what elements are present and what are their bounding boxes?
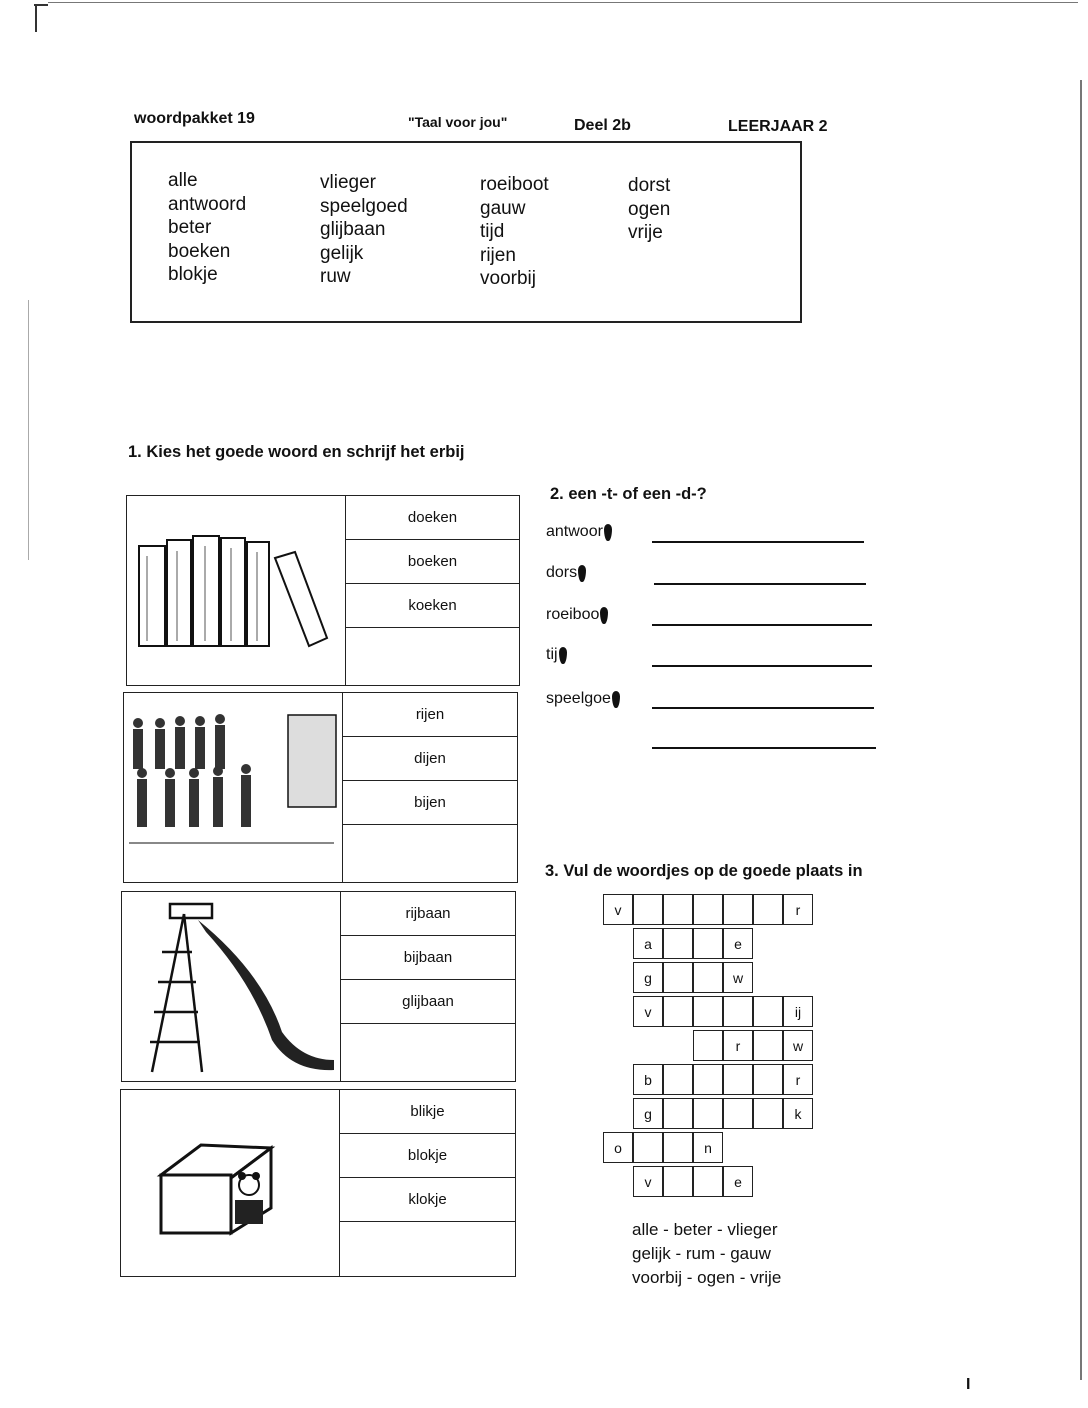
- crossword-cell[interactable]: g: [633, 1098, 663, 1129]
- crossword-cell[interactable]: [633, 894, 663, 925]
- word: roeiboot: [480, 174, 549, 195]
- word-list-line: gelijk - rum - gauw: [632, 1244, 771, 1263]
- crossword-cell[interactable]: e: [723, 1166, 753, 1197]
- word: tijd: [480, 221, 505, 242]
- crossword-cell[interactable]: [723, 1098, 753, 1129]
- word: voorbij: [480, 268, 536, 289]
- children-in-rows-picture: [124, 693, 343, 882]
- crossword-cell[interactable]: [753, 1098, 783, 1129]
- crossword-cell[interactable]: r: [783, 1064, 813, 1095]
- word: glijbaan: [320, 219, 386, 240]
- word: vlieger: [320, 172, 376, 193]
- option-word[interactable]: klokje: [340, 1178, 515, 1222]
- crossword-cell[interactable]: [693, 928, 723, 959]
- blot-icon: [600, 607, 608, 624]
- option-word[interactable]: rijbaan: [341, 892, 515, 936]
- exercise-1-item: [121, 891, 516, 1082]
- word-list-line: alle - beter - vlieger: [632, 1220, 778, 1239]
- answer-line[interactable]: [652, 747, 876, 749]
- option-word[interactable]: doeken: [346, 496, 519, 540]
- word: ogen: [628, 198, 671, 220]
- crossword-cell[interactable]: [753, 996, 783, 1027]
- crossword-cell[interactable]: [693, 1166, 723, 1197]
- crossword-cell[interactable]: [663, 1098, 693, 1129]
- toy-block-picture: [121, 1090, 340, 1276]
- blot-icon: [559, 647, 567, 664]
- word: gelijk: [320, 242, 364, 264]
- blot-icon: [604, 524, 612, 541]
- answer-line[interactable]: [652, 707, 874, 709]
- books-picture: [127, 496, 346, 685]
- answer-line[interactable]: [652, 624, 872, 626]
- page-mark: I: [966, 1376, 971, 1393]
- crossword-cell[interactable]: [663, 1064, 693, 1095]
- crossword-cell[interactable]: o: [603, 1132, 633, 1163]
- crossword-cell[interactable]: b: [633, 1064, 663, 1095]
- exercise-1-item: [120, 1089, 516, 1277]
- grade-label: LEERJAAR 2: [728, 118, 828, 135]
- scan-edge-mark: [34, 4, 48, 6]
- option-word[interactable]: koeken: [346, 584, 519, 628]
- children-icon: [124, 693, 342, 882]
- fill-word-row: [546, 564, 586, 582]
- word-column-2: [320, 171, 408, 289]
- answer-options: [346, 496, 519, 685]
- crossword-cell[interactable]: k: [783, 1098, 813, 1129]
- word-stem: dors: [546, 564, 578, 581]
- word: gauw: [480, 197, 526, 219]
- word: boeken: [168, 240, 231, 262]
- answer-line[interactable]: [652, 541, 864, 543]
- word-list-box: [130, 141, 802, 323]
- word-stem: antwoor: [546, 523, 603, 540]
- crossword-cell[interactable]: [693, 962, 723, 993]
- word: blokje: [168, 264, 218, 285]
- crossword-cell[interactable]: v: [633, 1166, 663, 1197]
- crossword-cell[interactable]: [633, 1132, 663, 1163]
- crossword-cell[interactable]: w: [783, 1030, 813, 1061]
- word-stem: tij: [546, 646, 558, 663]
- exercise-1-title: 1. Kies het goede woord en schrijf het erbij: [128, 443, 465, 461]
- scan-edge-mark: [35, 4, 37, 32]
- scan-edge-line: [28, 300, 29, 560]
- word: alle: [168, 170, 198, 191]
- option-word[interactable]: blikje: [340, 1090, 515, 1134]
- exercise-3-title: 3. Vul de woordjes op de goede plaats in: [545, 862, 863, 880]
- answer-line[interactable]: [654, 583, 866, 585]
- answer-line[interactable]: [652, 665, 872, 667]
- word: antwoord: [168, 193, 247, 215]
- option-word[interactable]: dijen: [343, 737, 517, 781]
- crossword-cell[interactable]: [663, 962, 693, 993]
- option-word[interactable]: blokje: [340, 1134, 515, 1178]
- answer-field[interactable]: [343, 825, 517, 869]
- exercise-1-item: [126, 495, 520, 686]
- crossword-cell[interactable]: [723, 894, 753, 925]
- crossword-cell[interactable]: [663, 1132, 693, 1163]
- fill-word-row: [546, 690, 620, 708]
- crossword-cell[interactable]: w: [723, 962, 753, 993]
- crossword-cell[interactable]: [693, 996, 723, 1027]
- crossword-cell[interactable]: v: [603, 894, 633, 925]
- crossword-cell[interactable]: v: [633, 996, 663, 1027]
- crossword-cell[interactable]: r: [723, 1030, 753, 1061]
- fill-word-row: [546, 523, 612, 541]
- option-word[interactable]: rijen: [343, 693, 517, 737]
- word: vrije: [628, 222, 663, 243]
- crossword-cell[interactable]: [693, 1064, 723, 1095]
- crossword-cell[interactable]: e: [723, 928, 753, 959]
- word-list-line: voorbij - ogen - vrije: [632, 1268, 782, 1287]
- answer-field[interactable]: [340, 1222, 515, 1266]
- exercise-1-item: [123, 692, 518, 883]
- crossword-cell[interactable]: ij: [783, 996, 813, 1027]
- word: rijen: [480, 244, 516, 266]
- crossword-cell[interactable]: [753, 1064, 783, 1095]
- word-column-4: [628, 174, 670, 245]
- crossword-cell[interactable]: a: [633, 928, 663, 959]
- books-icon: [127, 496, 345, 685]
- slide-picture: [122, 892, 341, 1081]
- crossword-cell[interactable]: [753, 1030, 783, 1061]
- book-title: "Taal voor jou": [408, 114, 508, 130]
- word: beter: [168, 217, 212, 238]
- exercise-2-title: 2. een -t- of een -d-?: [550, 485, 707, 503]
- crossword-cell[interactable]: g: [633, 962, 663, 993]
- part-label: Deel 2b: [574, 117, 631, 134]
- word-stem: roeiboo: [546, 606, 600, 623]
- answer-field[interactable]: [341, 1024, 515, 1068]
- crossword-cell[interactable]: r: [783, 894, 813, 925]
- blot-icon: [612, 691, 620, 708]
- slide-icon: [122, 892, 340, 1081]
- crossword-cell[interactable]: [693, 894, 723, 925]
- toy-block-icon: [121, 1090, 339, 1276]
- option-word[interactable]: boeken: [346, 540, 519, 584]
- crossword-cell[interactable]: [723, 1064, 753, 1095]
- fill-word-row: [546, 646, 567, 664]
- word-stem: speelgoe: [546, 690, 611, 707]
- answer-field[interactable]: [346, 628, 519, 672]
- crossword-cell[interactable]: [663, 1166, 693, 1197]
- crossword-cell[interactable]: [753, 894, 783, 925]
- answer-options: [340, 1090, 515, 1276]
- answer-options: [341, 892, 515, 1081]
- answer-options: [343, 693, 517, 882]
- scan-edge-line: [1080, 80, 1082, 1380]
- package-label: woordpakket 19: [134, 110, 255, 127]
- crossword-cell[interactable]: [663, 996, 693, 1027]
- option-word[interactable]: bijbaan: [341, 936, 515, 980]
- word: dorst: [628, 175, 671, 196]
- fill-word-row: [546, 606, 608, 624]
- word: speelgoed: [320, 195, 408, 217]
- option-word[interactable]: glijbaan: [341, 980, 515, 1024]
- crossword-cell[interactable]: [663, 894, 693, 925]
- blot-icon: [578, 565, 586, 582]
- word-column-1: [168, 169, 246, 287]
- crossword-cell[interactable]: n: [693, 1132, 723, 1163]
- word: ruw: [320, 266, 351, 287]
- scan-edge-line: [48, 2, 1078, 3]
- option-word[interactable]: bijen: [343, 781, 517, 825]
- crossword-cell[interactable]: [723, 996, 753, 1027]
- crossword-cell[interactable]: [693, 1098, 723, 1129]
- crossword-cell[interactable]: [663, 928, 693, 959]
- word-column-3: [480, 173, 549, 291]
- crossword-cell[interactable]: [693, 1030, 723, 1061]
- crossword-word-list: [632, 1218, 781, 1290]
